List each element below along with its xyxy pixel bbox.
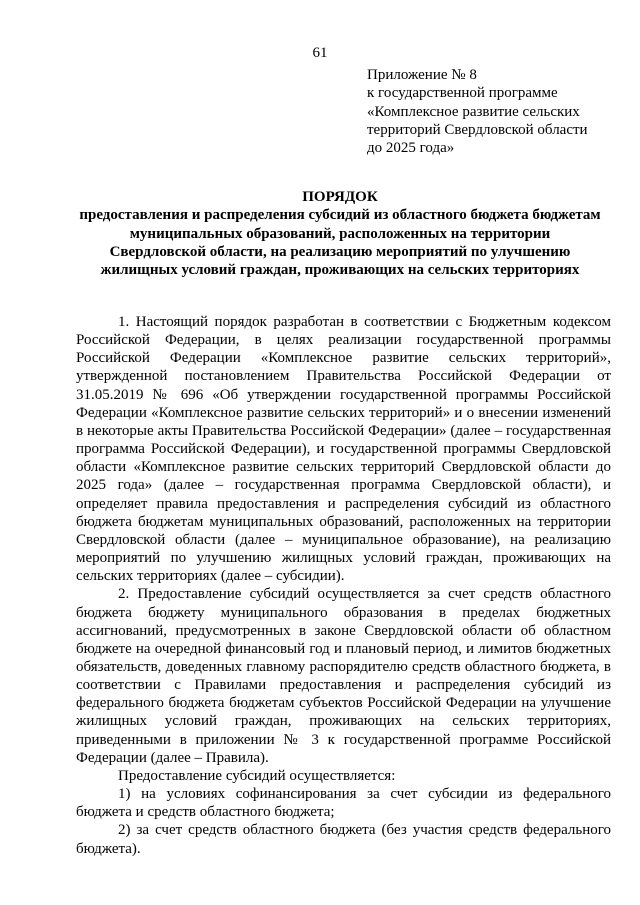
appendix-line: территорий Свердловской области xyxy=(367,121,588,138)
appendix-note xyxy=(367,66,617,157)
paragraph: Предоставление субсидий осуществляется: xyxy=(118,767,396,784)
title-line: предоставления и распределения субсидий из областного бюджета бюджетам xyxy=(79,207,601,224)
page-number: 61 xyxy=(312,45,328,61)
paragraph: 1. Настоящий порядок разработан в соответствии с Бюджетным кодексом Российской Федерации, в целях реализации государственной программы Российской Федерации «Комплексное развитие сельских территорий», утвержденной постановлением Правительства Российской Федерации от 31.05.2019 № 696 «Об утверждении государственной программы Российской Федерации «Комплексное развитие сельских территорий» и о внесении изменений в некоторые акты Правительства Российской Федерации» (далее – государственная программа Российской Федерации), и государственной программы Свердловской области «Комплексное развитие сельских территорий Свердловской области до 2025 года» (далее – государственная программа Свердловской области), и определяет правила предоставления и распределения субсидий из областного бюджета бюджетам муниципальных образований, расположенных на территории Свердловской области (далее – муниципальное образование), на реализацию мероприятий по улучшению жилищных условий граждан, проживающих на сельских территориях (далее – субсидии). xyxy=(76,314,611,585)
title-line: муниципальных образований, расположенных на территории xyxy=(129,225,551,242)
paragraph: 2. Предоставление субсидий осуществляется за счет средств областного бюджета бюджету муниципального образования в пределах бюджетных ассигнований, предусмотренных в законе Свердловской области об областном бюджете на очередной финансовый год и плановый период, и лимитов бюджетных обязательств, доведенных главному распорядителю средств областного бюджета, в соответствии с Правилами предоставления и распределения субсидий из федерального бюджета бюджетам субъектов Российской Федерации на улучшение жилищных условий граждан, проживающих на сельских территориях, приведенными в приложении № 3 к государственной программе Российской Федерации (далее – Правила). xyxy=(76,586,611,766)
appendix-line: к государственной программе xyxy=(367,85,558,102)
paragraph: 2) за счет средств областного бюджета (без участия средств федерального бюджета). xyxy=(76,822,611,857)
title-heading: ПОРЯДОК xyxy=(302,189,378,205)
document-body xyxy=(76,313,611,858)
document-title xyxy=(60,188,620,279)
paragraph: 1) на условиях софинансирования за счет субсидии из федерального бюджета и средств областного бюджета; xyxy=(76,786,611,821)
title-line: Свердловской области, на реализацию мероприятий по улучшению xyxy=(109,243,571,260)
appendix-line: до 2025 года» xyxy=(367,140,455,157)
appendix-line: Приложение № 8 xyxy=(367,67,477,83)
appendix-line: «Комплексное развитие сельских xyxy=(367,103,580,120)
title-line: жилищных условий граждан, проживающих на сельских территориях xyxy=(100,262,580,279)
